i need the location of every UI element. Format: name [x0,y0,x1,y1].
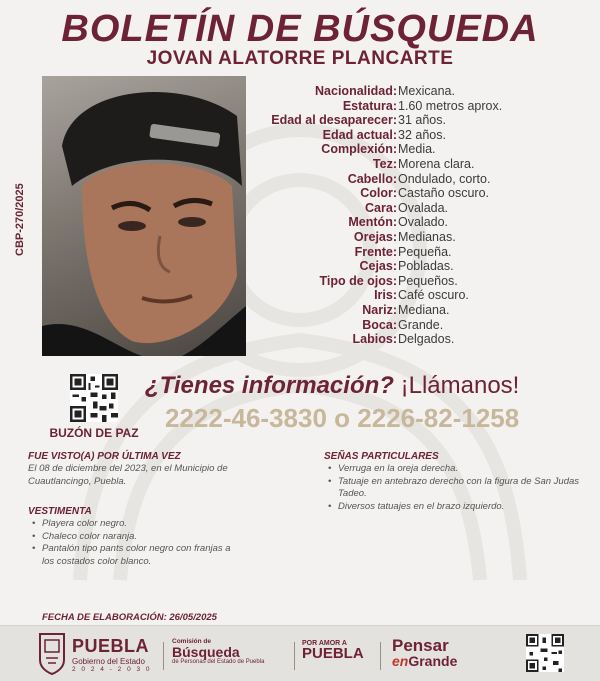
detail-row [250,215,590,230]
detail-key: Frente: [354,244,397,259]
list-item: • Pantalón tipo pants color negro con franjas a los costados color blanco. [32,543,242,568]
detail-value: Ovalada. [398,200,449,215]
detail-value: 32 años. [398,127,446,142]
detail-row [250,303,590,318]
buzon-qr-code[interactable] [70,374,118,422]
detail-key: Tipo de ojos: [319,273,397,288]
detail-value: Pobladas. [398,259,454,274]
detail-row [250,128,590,143]
detail-row [250,113,590,128]
list-item: • Tatuaje en antebrazo derecho con la figura de San Judas Tadeo. [328,476,586,501]
divider [163,642,164,670]
detail-row [250,245,590,260]
detail-value: Delgados. [398,332,455,347]
pensar-text: Pensar [392,636,449,655]
detail-row [250,332,590,347]
question-text: ¿Tienes información? [145,372,394,399]
detail-key: Cabello: [347,171,397,186]
phone-2[interactable]: 2226-82-1258 [357,403,520,433]
phone-connector: o [334,403,351,433]
contact-question [145,372,595,400]
detail-value: Ondulado, corto. [398,171,491,186]
detail-value: Pequeña. [398,244,452,259]
detail-value: Grande. [398,317,444,332]
person-name: JOVAN ALATORRE PLANCARTE [146,48,454,69]
clothing-list [32,518,242,568]
footer-qr-code[interactable] [526,634,564,672]
list-item: • Chaleco color naranja. [32,531,242,544]
last-seen-heading: FUE VISTO(A) POR ÚLTIMA VEZ [28,451,181,462]
por-amor-a: POR AMOR A [302,640,347,647]
detail-key: Iris: [374,288,397,303]
detail-value: Café oscuro. [398,288,469,303]
detail-value: Mexicana. [398,84,455,98]
detail-key: Estatura: [342,98,397,113]
detail-key: Complexión: [321,142,397,157]
bulletin-title: BOLETÍN DE BÚSQUEDA [61,8,539,50]
grande-text: Grande [408,653,458,669]
detail-value: Medianas. [398,229,456,244]
puebla-wordmark: PUEBLA [72,636,150,656]
detail-key: Boca: [362,317,397,332]
list-item: • Diversos tatuajes en el brazo izquierdo. [328,501,586,514]
physical-details [250,84,590,347]
detail-key: Cara: [365,200,397,215]
years-text: 2 0 2 4 - 2 0 3 0 [72,666,152,673]
comision-small: Comisión de [172,638,212,645]
comision-sub: de Personas del Estado de Puebla [172,659,265,665]
phone-numbers [165,403,585,434]
divider [380,642,381,670]
elaboration-date: FECHA DE ELABORACIÓN: 26/05/2025 [42,612,217,623]
detail-key: Edad actual: [322,127,397,142]
last-seen-text: El 08 de diciembre del 2023, en el Municipio de Cuautlancingo, Puebla. [28,463,228,487]
detail-row [250,99,590,114]
detail-row [250,230,590,245]
detail-row [250,157,590,172]
detail-row [250,274,590,289]
detail-key: Tez: [372,156,397,171]
detail-key: Orejas: [353,229,397,244]
detail-row [250,201,590,216]
en-text: en [392,653,409,669]
detail-value: Ovalado. [398,215,449,230]
detail-key: Labios: [352,332,397,347]
pensar-grande-logo [392,638,457,668]
por-amor-logo [302,640,364,661]
call-text: ¡Llámanos! [400,372,520,399]
detail-key: Edad al desaparecer: [271,113,397,128]
detail-row [250,318,590,333]
detail-row [250,259,590,274]
detail-value: 1.60 metros aprox. [398,98,503,113]
gobierno-puebla-logo [72,636,152,673]
footer-logos [0,625,600,681]
detail-key: Cejas: [359,259,397,274]
comision-big: Búsqueda [172,644,240,660]
detail-value: Morena clara. [398,156,475,171]
detail-value: Mediana. [398,302,450,317]
list-item: • Playera color negro. [32,518,242,531]
buzon-label: BUZÓN DE PAZ [49,426,139,440]
detail-row [250,172,590,187]
detail-key: Nacionalidad: [315,84,397,98]
por-amor-puebla: PUEBLA [302,645,364,662]
detail-row [250,142,590,157]
clothing-heading: VESTIMENTA [28,506,92,517]
phone-1[interactable]: 2222-46-3830 [165,403,327,433]
divider [294,642,295,670]
gobierno-text: Gobierno del Estado [72,657,145,666]
detail-key: Mentón: [348,215,397,230]
detail-key: Nariz: [362,302,397,317]
detail-value: Castaño oscuro. [398,186,490,201]
detail-value: 31 años. [398,113,446,128]
detail-value: Pequeños. [398,273,458,288]
detail-key: Color: [360,186,397,201]
marks-list [328,463,586,513]
detail-row [250,186,590,201]
comision-logo [172,638,264,665]
detail-value: Media. [398,142,436,157]
case-code: CBP-270/2025 [14,183,26,257]
list-item: • Verruga en la oreja derecha. [328,463,586,476]
state-shield-icon [38,632,66,676]
detail-row [250,288,590,303]
person-photo [42,76,246,356]
detail-row [250,84,590,99]
marks-heading: SEÑAS PARTICULARES [324,451,439,462]
